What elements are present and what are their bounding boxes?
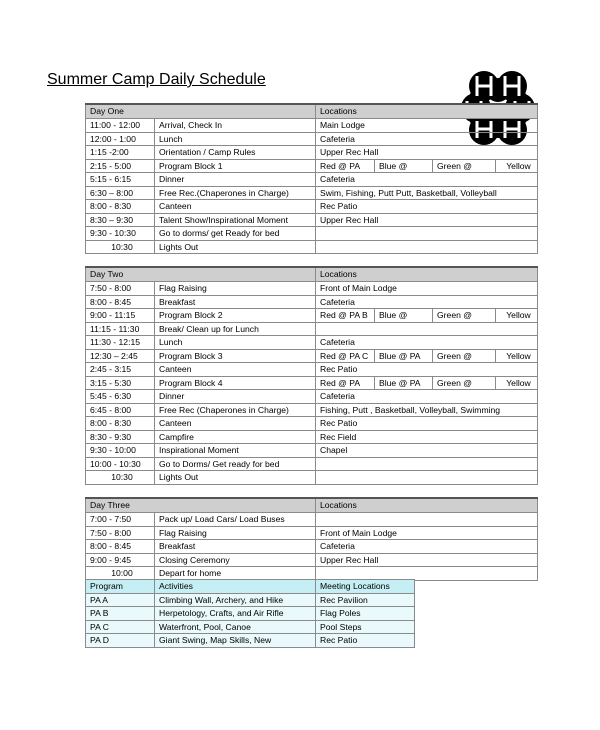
time-cell: 5:15 - 6:15 [86, 173, 155, 187]
location-cell: Cafeteria [316, 390, 538, 404]
time-cell: 7:50 - 8:00 [86, 282, 155, 296]
location-cell: Yellow [496, 159, 538, 173]
day-header-row [86, 498, 538, 513]
time-cell: 6:45 - 8:00 [86, 403, 155, 417]
location-cell: Front of Main Lodge [316, 282, 538, 296]
legend-header-cell: Activities [155, 580, 316, 594]
time-cell: 9:30 - 10:00 [86, 444, 155, 458]
activity-cell: Campfire [155, 430, 316, 444]
activity-cell: Program Block 4 [155, 376, 316, 390]
day-three-table [85, 497, 538, 581]
schedule-row [86, 132, 538, 146]
activities-cell: Climbing Wall, Archery, and Hike [155, 593, 316, 607]
locations-header: Locations [316, 267, 538, 282]
time-cell: 10:00 - 10:30 [86, 457, 155, 471]
location-cell: Chapel [316, 444, 538, 458]
location-cell [316, 471, 538, 485]
time-cell: 10:00 [86, 567, 155, 581]
time-cell: 5:45 - 6:30 [86, 390, 155, 404]
time-cell: 2:15 - 5:00 [86, 159, 155, 173]
time-cell: 7:00 - 7:50 [86, 513, 155, 527]
schedule-row [86, 457, 538, 471]
location-cell: Red @ PA [316, 376, 375, 390]
day-header-row [86, 267, 538, 282]
time-cell: 9:00 - 9:45 [86, 553, 155, 567]
time-cell: 3:15 - 5:30 [86, 376, 155, 390]
location-cell: Red @ PA C [316, 349, 375, 363]
locations-header: Locations [316, 104, 538, 119]
location-cell: Main Lodge [316, 119, 538, 133]
schedule-row [86, 227, 538, 241]
location-cell: Cafeteria [316, 336, 538, 350]
activity-cell: Flag Raising [155, 526, 316, 540]
location-cell: Rec Patio [316, 417, 538, 431]
schedule-row [86, 376, 538, 390]
locations-header: Locations [316, 498, 538, 513]
schedule-row [86, 471, 538, 485]
location-cell: Upper Rec Hall [316, 213, 538, 227]
location-cell: Front of Main Lodge [316, 526, 538, 540]
location-cell: Blue @ [375, 159, 433, 173]
time-cell: 8:30 - 9:30 [86, 430, 155, 444]
legend-header-row [86, 580, 415, 594]
program-cell: PA A [86, 593, 155, 607]
legend-row [86, 634, 415, 648]
schedule-row [86, 282, 538, 296]
location-cell: Green @ [433, 309, 496, 323]
activity-cell: Go to Dorms/ Get ready for bed [155, 457, 316, 471]
schedule-row [86, 186, 538, 200]
schedule-row [86, 309, 538, 323]
legend-header-cell: Program [86, 580, 155, 594]
meeting-location-cell: Flag Poles [316, 607, 415, 621]
location-cell: Yellow [496, 309, 538, 323]
location-cell [316, 513, 538, 527]
day-label: Day Three [86, 498, 316, 513]
location-cell: Blue @ PA [375, 349, 433, 363]
location-cell [316, 240, 538, 254]
legend-header-cell: Meeting Locations [316, 580, 415, 594]
time-cell: 12:30 – 2:45 [86, 349, 155, 363]
schedule-row [86, 540, 538, 554]
activity-cell: Canteen [155, 200, 316, 214]
time-cell: 8:00 - 8:30 [86, 417, 155, 431]
schedule-row [86, 200, 538, 214]
location-cell: Fishing, Putt , Basketball, Volleyball, Swimming [316, 403, 538, 417]
location-cell: Red @ PA B [316, 309, 375, 323]
legend-row [86, 593, 415, 607]
time-cell: 9:30 - 10:30 [86, 227, 155, 241]
schedule-row [86, 403, 538, 417]
location-cell: Cafeteria [316, 173, 538, 187]
activity-cell: Free Rec.(Chaperones in Charge) [155, 186, 316, 200]
location-cell: Swim, Fishing, Putt Putt, Basketball, Volleyball [316, 186, 538, 200]
activity-cell: Program Block 2 [155, 309, 316, 323]
activity-cell: Go to dorms/ get Ready for bed [155, 227, 316, 241]
schedule-row [86, 349, 538, 363]
schedule-row [86, 295, 538, 309]
activities-cell: Waterfront, Pool, Canoe [155, 620, 316, 634]
schedule-row [86, 336, 538, 350]
activity-cell: Inspirational Moment [155, 444, 316, 458]
location-cell: Rec Field [316, 430, 538, 444]
program-cell: PA C [86, 620, 155, 634]
time-cell: 12:00 - 1:00 [86, 132, 155, 146]
location-cell: Blue @ PA [375, 376, 433, 390]
location-cell: Upper Rec Hall [316, 146, 538, 160]
location-cell: Cafeteria [316, 540, 538, 554]
location-cell: Cafeteria [316, 295, 538, 309]
location-cell [316, 322, 538, 336]
location-cell: Upper Rec Hall [316, 553, 538, 567]
location-cell: Cafeteria [316, 132, 538, 146]
location-cell [316, 227, 538, 241]
location-cell: Green @ [433, 159, 496, 173]
schedule-row [86, 146, 538, 160]
time-cell: 11:00 - 12:00 [86, 119, 155, 133]
time-cell: 6:30 – 8:00 [86, 186, 155, 200]
location-cell [316, 457, 538, 471]
schedule-row [86, 159, 538, 173]
activity-cell: Lights Out [155, 240, 316, 254]
activity-cell: Break/ Clean up for Lunch [155, 322, 316, 336]
time-cell: 10:30 [86, 471, 155, 485]
time-cell: 1:15 -2:00 [86, 146, 155, 160]
time-cell: 8:30 – 9:30 [86, 213, 155, 227]
schedule-row [86, 430, 538, 444]
program-cell: PA D [86, 634, 155, 648]
legend-row [86, 620, 415, 634]
activity-cell: Flag Raising [155, 282, 316, 296]
schedule-row [86, 513, 538, 527]
activity-cell: Free Rec (Chaperones in Charge) [155, 403, 316, 417]
schedule-row [86, 322, 538, 336]
location-cell: Yellow [496, 349, 538, 363]
schedule-row [86, 567, 538, 581]
day-one-table [85, 103, 538, 254]
activities-cell: Giant Swing, Map Skills, New [155, 634, 316, 648]
day-label: Day One [86, 104, 316, 119]
location-cell: Green @ [433, 376, 496, 390]
activities-cell: Herpetology, Crafts, and Air Rifle [155, 607, 316, 621]
time-cell: 11:15 - 11:30 [86, 322, 155, 336]
meeting-location-cell: Rec Pavilion [316, 593, 415, 607]
activity-cell: Canteen [155, 417, 316, 431]
activity-cell: Pack up/ Load Cars/ Load Buses [155, 513, 316, 527]
schedule-row [86, 173, 538, 187]
time-cell: 9:00 - 11:15 [86, 309, 155, 323]
schedule-row [86, 526, 538, 540]
schedule-row [86, 119, 538, 133]
schedule-row [86, 363, 538, 377]
legend-row [86, 607, 415, 621]
activity-cell: Arrival, Check In [155, 119, 316, 133]
location-cell: Rec Patio [316, 363, 538, 377]
activity-cell: Closing Ceremony [155, 553, 316, 567]
activity-cell: Program Block 3 [155, 349, 316, 363]
schedule-row [86, 213, 538, 227]
time-cell: 11:30 - 12:15 [86, 336, 155, 350]
activity-cell: Lunch [155, 132, 316, 146]
meeting-location-cell: Pool Steps [316, 620, 415, 634]
time-cell: 8:00 - 8:45 [86, 295, 155, 309]
activity-cell: Depart for home [155, 567, 316, 581]
location-cell [316, 567, 538, 581]
page-title: Summer Camp Daily Schedule [47, 71, 266, 88]
schedule-row [86, 240, 538, 254]
activity-cell: Dinner [155, 390, 316, 404]
time-cell: 8:00 - 8:30 [86, 200, 155, 214]
day-label: Day Two [86, 267, 316, 282]
activity-cell: Lights Out [155, 471, 316, 485]
location-cell: Red @ PA [316, 159, 375, 173]
activity-cell: Dinner [155, 173, 316, 187]
activity-cell: Talent Show/Inspirational Moment [155, 213, 316, 227]
day-two-table [85, 266, 538, 485]
activity-cell: Canteen [155, 363, 316, 377]
location-cell: Rec Patio [316, 200, 538, 214]
activity-cell: Orientation / Camp Rules [155, 146, 316, 160]
location-cell: Yellow [496, 376, 538, 390]
schedule-row [86, 390, 538, 404]
time-cell: 7:50 - 8:00 [86, 526, 155, 540]
activity-cell: Breakfast [155, 295, 316, 309]
time-cell: 8:00 - 8:45 [86, 540, 155, 554]
schedule-row [86, 417, 538, 431]
schedule-row [86, 553, 538, 567]
activity-cell: Lunch [155, 336, 316, 350]
activity-cell: Breakfast [155, 540, 316, 554]
meeting-location-cell: Rec Patio [316, 634, 415, 648]
time-cell: 2:45 - 3:15 [86, 363, 155, 377]
day-header-row [86, 104, 538, 119]
schedule-row [86, 444, 538, 458]
location-cell: Blue @ [375, 309, 433, 323]
program-legend-table [85, 579, 415, 648]
activity-cell: Program Block 1 [155, 159, 316, 173]
program-cell: PA B [86, 607, 155, 621]
time-cell: 10:30 [86, 240, 155, 254]
location-cell: Green @ [433, 349, 496, 363]
